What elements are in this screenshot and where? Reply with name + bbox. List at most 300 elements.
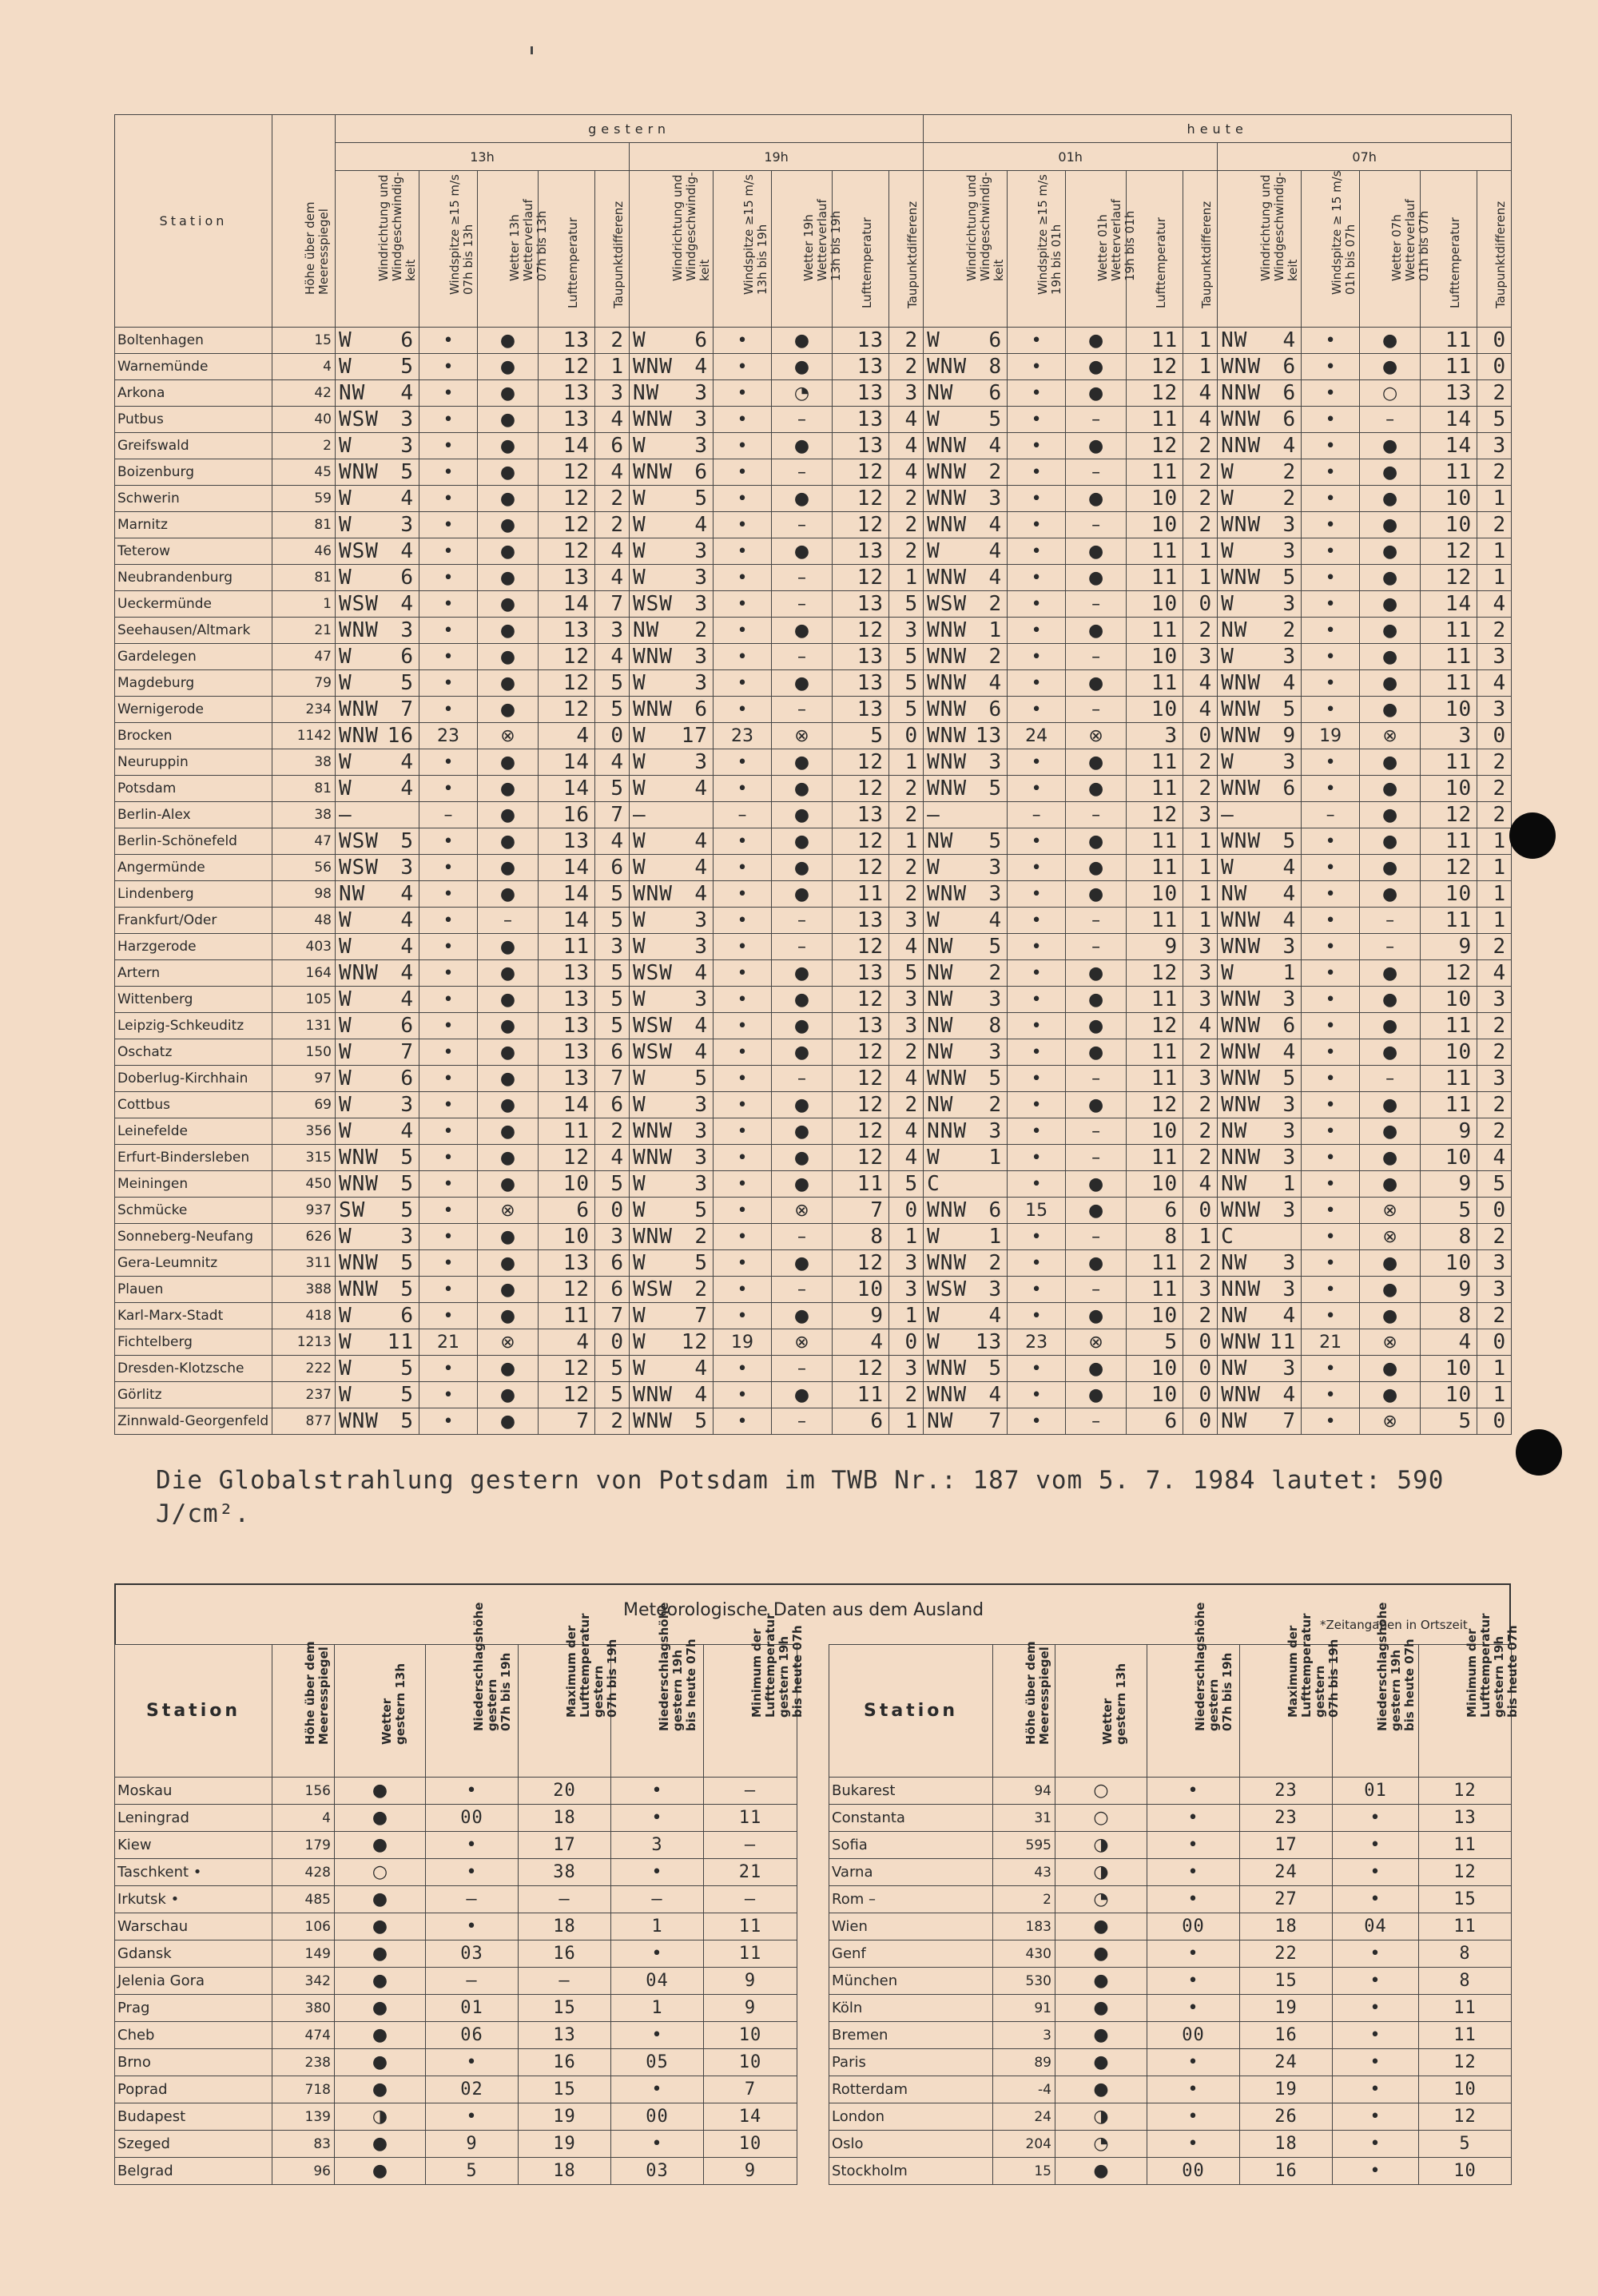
global-radiation-note: Die Globalstrahlung gestern von Potsdam im TWB Nr.: 187 vom 5. 7. 1984 lautet: 590 J/cm². — [156, 1466, 1445, 1528]
gust-cell: • — [1008, 934, 1066, 960]
weather-symbol: ● — [478, 1013, 539, 1039]
wind-cell — [924, 1277, 1008, 1303]
gust-cell: • — [1008, 591, 1066, 618]
foreign-column-header — [1419, 1613, 1520, 1778]
temperature: 14 — [1421, 591, 1477, 618]
gust-cell: • — [1302, 328, 1360, 354]
table-row — [115, 934, 1512, 960]
wind-direction: W — [927, 1146, 940, 1170]
station-altitude: 179 — [272, 1832, 335, 1859]
dewpoint-diff: 2 — [889, 1092, 924, 1118]
wind-cell — [924, 1066, 1008, 1092]
temperature: 11 — [833, 1382, 889, 1408]
min-temperature: 11 — [1419, 1913, 1512, 1940]
table-row — [115, 1408, 1512, 1435]
station-name: Putbus — [115, 407, 272, 433]
wind-speed: 2 — [988, 961, 1003, 985]
foreign-column-header — [426, 1602, 519, 1778]
weather-symbol: ● — [1360, 354, 1421, 380]
table-row — [115, 459, 1512, 486]
max-temperature: 18 — [519, 1913, 611, 1940]
station-altitude: 94 — [993, 1778, 1055, 1805]
wind-cell — [336, 1224, 419, 1250]
weather-symbol: ● — [478, 1303, 539, 1329]
dewpoint-diff: 2 — [1477, 1013, 1512, 1039]
wind-cell — [630, 1408, 714, 1435]
max-temperature: 16 — [519, 1940, 611, 1968]
dewpoint-diff: 1 — [1183, 908, 1218, 934]
weather-symbol: ⊗ — [478, 1329, 539, 1356]
wind-cell — [1218, 618, 1302, 644]
weather-symbol: ● — [1066, 987, 1127, 1013]
temperature: 10 — [1127, 486, 1183, 512]
gust-cell: • — [1008, 1356, 1066, 1382]
wind-speed: 2 — [988, 592, 1003, 616]
wind-cell — [336, 1171, 419, 1198]
wind-speed: 3 — [1282, 513, 1297, 537]
min-temperature: 10 — [704, 2049, 797, 2076]
weather-symbol: ● — [1066, 855, 1127, 881]
temperature: 12 — [1127, 802, 1183, 828]
table-row — [115, 644, 1512, 670]
station-name: Szeged — [115, 2131, 272, 2158]
wind-speed: 3 — [400, 1225, 414, 1249]
weather-symbol: ● — [1360, 459, 1421, 486]
max-temperature: 19 — [1240, 1995, 1333, 2022]
wind-cell — [1218, 1171, 1302, 1198]
precip-night: 03 — [611, 2158, 704, 2185]
wind-cell — [336, 1250, 419, 1277]
wind-speed: 3 — [694, 592, 708, 616]
temperature: 12 — [1127, 433, 1183, 459]
station-altitude: 3 — [993, 2022, 1055, 2049]
dewpoint-diff: 1 — [1477, 486, 1512, 512]
wind-speed: 8 — [988, 1014, 1003, 1038]
table-row — [829, 2158, 1512, 2185]
weather-symbol: ● — [1360, 1118, 1421, 1145]
wind-speed: 4 — [694, 355, 708, 379]
weather-symbol: ● — [772, 618, 833, 644]
temperature: 11 — [1421, 459, 1477, 486]
max-temperature: 20 — [519, 1778, 611, 1805]
wind-cell — [924, 1408, 1008, 1435]
weather-symbol: ● — [1066, 881, 1127, 908]
wind-direction: WSW — [339, 407, 379, 431]
dewpoint-diff: 0 — [889, 1198, 924, 1224]
column-header — [595, 171, 630, 328]
temperature: 6 — [1127, 1198, 1183, 1224]
min-temperature: 8 — [1419, 1940, 1512, 1968]
station-altitude: 474 — [272, 2022, 335, 2049]
gust-cell: • — [714, 565, 772, 591]
weather-symbol: ● — [1055, 1995, 1147, 2022]
wind-cell — [1218, 697, 1302, 723]
dewpoint-diff: 2 — [595, 512, 630, 538]
weather-symbol: ● — [1360, 591, 1421, 618]
wind-cell — [336, 1329, 419, 1356]
column-header — [714, 171, 772, 328]
temperature: 11 — [1127, 1277, 1183, 1303]
station-name: Boltenhagen — [115, 328, 272, 354]
temperature: 12 — [539, 354, 595, 380]
gust-cell: • — [1008, 1250, 1066, 1277]
gust-cell: • — [419, 565, 478, 591]
wind-speed: 4 — [400, 935, 414, 959]
temperature: 12 — [833, 618, 889, 644]
dewpoint-diff: 5 — [889, 960, 924, 987]
wind-speed: 3 — [1282, 1119, 1297, 1143]
wind-direction: NW — [633, 618, 660, 642]
wind-speed: 4 — [400, 1119, 414, 1143]
station-name: Cheb — [115, 2022, 272, 2049]
column-header — [924, 171, 1008, 328]
station-altitude: 83 — [272, 2131, 335, 2158]
wind-direction: NW — [339, 381, 366, 405]
weather-symbol: ● — [335, 2022, 426, 2049]
wind-speed: 6 — [400, 1014, 414, 1038]
station-altitude: 150 — [272, 1039, 336, 1066]
wind-speed: 4 — [694, 829, 708, 853]
wind-direction: NNW — [1221, 434, 1262, 458]
min-temperature: 10 — [1419, 2158, 1512, 2185]
wind-speed: 5 — [988, 407, 1003, 431]
wind-cell — [630, 618, 714, 644]
station-altitude: 15 — [272, 328, 336, 354]
column-header-text: Windspitze ≥15 m/s 13h bis 19h — [741, 174, 769, 295]
temperature: 8 — [1421, 1224, 1477, 1250]
gust-cell: • — [419, 908, 478, 934]
station-altitude: 24 — [993, 2103, 1055, 2131]
wind-direction: NNW — [1221, 381, 1262, 405]
wind-cell — [336, 749, 419, 776]
wind-speed: 4 — [400, 381, 414, 405]
wind-cell — [336, 1198, 419, 1224]
gust-cell: • — [419, 1171, 478, 1198]
wind-speed: 4 — [1282, 1383, 1297, 1407]
weather-symbol: ◑ — [1055, 2103, 1147, 2131]
gust-cell: • — [714, 1356, 772, 1382]
temperature: 12 — [1127, 960, 1183, 987]
wind-cell — [336, 802, 419, 828]
temperature: 11 — [1421, 749, 1477, 776]
foreign-column-header-text: Minimum der Lufttemperatur gestern 19h bis heute 07h — [749, 1613, 805, 1718]
gust-cell: • — [1008, 644, 1066, 670]
wind-direction: WNW — [633, 645, 673, 669]
wind-cell — [924, 776, 1008, 802]
station-altitude: 428 — [272, 1859, 335, 1886]
temperature: 13 — [539, 618, 595, 644]
weather-symbol: ● — [772, 987, 833, 1013]
station-altitude: 38 — [272, 802, 336, 828]
table-row — [115, 407, 1512, 433]
table-row — [115, 1198, 1512, 1224]
temperature: 13 — [833, 697, 889, 723]
temperature: 9 — [1421, 1277, 1477, 1303]
dewpoint-diff: 3 — [889, 618, 924, 644]
wind-cell — [924, 459, 1008, 486]
station-altitude: 15 — [993, 2158, 1055, 2185]
column-header-text: Taupunktdifferenz — [1199, 201, 1214, 308]
gust-cell: • — [419, 1039, 478, 1066]
gust-cell: • — [419, 1118, 478, 1145]
station-altitude: 2 — [993, 1886, 1055, 1913]
foreign-column-header — [272, 1641, 335, 1778]
dewpoint-diff: 4 — [595, 644, 630, 670]
station-name: Rom – — [829, 1886, 993, 1913]
column-header — [1477, 171, 1512, 328]
wind-direction: W — [1221, 592, 1234, 616]
precip-night: • — [1333, 1968, 1419, 1995]
dewpoint-diff: 3 — [1183, 802, 1218, 828]
wind-direction: WNW — [1221, 1330, 1262, 1354]
temperature: 12 — [833, 987, 889, 1013]
wind-direction: W — [1221, 460, 1234, 484]
wind-direction: W — [633, 750, 646, 774]
dewpoint-diff: 5 — [595, 1171, 630, 1198]
temperature: 11 — [1421, 328, 1477, 354]
weather-symbol: ● — [1360, 433, 1421, 459]
wind-speed: 5 — [400, 355, 414, 379]
weather-symbol: ● — [1066, 1250, 1127, 1277]
wind-direction: WNW — [927, 697, 968, 721]
wind-direction: W — [927, 856, 940, 880]
wind-direction: WNW — [1221, 355, 1262, 379]
dewpoint-diff: 3 — [889, 1356, 924, 1382]
wind-cell — [924, 1092, 1008, 1118]
station-name: Fichtelberg — [115, 1329, 272, 1356]
wind-direction: WNW — [1221, 777, 1262, 800]
dewpoint-diff: 7 — [595, 1066, 630, 1092]
dewpoint-diff: 2 — [889, 486, 924, 512]
temperature: 11 — [1127, 618, 1183, 644]
dewpoint-diff: 2 — [889, 328, 924, 354]
weather-symbol: – — [1066, 934, 1127, 960]
temperature: 11 — [1127, 1145, 1183, 1171]
dewpoint-diff: 0 — [1183, 1198, 1218, 1224]
wind-speed: 4 — [400, 487, 414, 510]
wind-cell — [1218, 1303, 1302, 1329]
wind-speed: 3 — [694, 407, 708, 431]
table-row — [115, 1995, 797, 2022]
dewpoint-diff: 3 — [1183, 644, 1218, 670]
gust-cell: • — [419, 1013, 478, 1039]
wind-cell — [336, 670, 419, 697]
dewpoint-diff: 2 — [1183, 776, 1218, 802]
wind-direction: W — [1221, 961, 1234, 985]
max-temperature: 18 — [519, 1805, 611, 1832]
weather-symbol: ● — [1360, 618, 1421, 644]
wind-direction: WNW — [927, 566, 968, 590]
wind-speed: 3 — [694, 566, 708, 590]
wind-speed: 3 — [694, 1146, 708, 1170]
temperature: 11 — [1421, 644, 1477, 670]
wind-cell — [630, 1303, 714, 1329]
wind-direction: W — [339, 487, 352, 510]
weather-symbol: ○ — [1055, 1778, 1147, 1805]
precip-night: • — [1333, 2022, 1419, 2049]
gust-cell: • — [714, 486, 772, 512]
wind-direction: W — [633, 724, 646, 748]
temperature: 10 — [1421, 881, 1477, 908]
weather-symbol: – — [1066, 591, 1127, 618]
gust-cell: • — [419, 1356, 478, 1382]
station-name: Schmücke — [115, 1198, 272, 1224]
column-header — [1302, 171, 1360, 328]
wind-speed: 1 — [1282, 1172, 1297, 1196]
weather-symbol: ● — [478, 855, 539, 881]
gust-cell: • — [1302, 512, 1360, 538]
wind-cell — [336, 855, 419, 881]
precip-day: • — [1147, 1805, 1240, 1832]
station-altitude: 2 — [272, 433, 336, 459]
wind-cell — [924, 1356, 1008, 1382]
station-altitude: 4 — [272, 354, 336, 380]
gust-cell: 15 — [1008, 1198, 1066, 1224]
wind-speed: 5 — [694, 1251, 708, 1275]
precip-night: • — [1333, 2131, 1419, 2158]
max-temperature: 15 — [519, 2076, 611, 2103]
weather-symbol: ● — [1066, 565, 1127, 591]
station-header: Station — [115, 115, 272, 328]
wind-direction: WNW — [1221, 566, 1262, 590]
dewpoint-diff: 3 — [1477, 987, 1512, 1013]
wind-cell — [630, 1145, 714, 1171]
dewpoint-diff: 1 — [1477, 855, 1512, 881]
weather-symbol: ◑ — [1055, 1859, 1147, 1886]
station-name: Neuruppin — [115, 749, 272, 776]
station-altitude: 47 — [272, 828, 336, 855]
station-name: Oschatz — [115, 1039, 272, 1066]
gust-cell: • — [1302, 1303, 1360, 1329]
table-row — [115, 618, 1512, 644]
temperature: 12 — [833, 486, 889, 512]
weather-symbol: ● — [1066, 1039, 1127, 1066]
weather-symbol: ● — [478, 749, 539, 776]
weather-symbol: ● — [478, 1092, 539, 1118]
dewpoint-diff: 6 — [595, 1277, 630, 1303]
wind-direction: W — [339, 1304, 352, 1328]
wind-direction: NW — [927, 935, 954, 959]
max-temperature: 38 — [519, 1859, 611, 1886]
table-row — [829, 1995, 1512, 2022]
gust-cell: • — [714, 1013, 772, 1039]
wind-cell — [336, 1408, 419, 1435]
weather-symbol: ● — [478, 591, 539, 618]
wind-cell — [1218, 328, 1302, 354]
dewpoint-diff: 2 — [889, 881, 924, 908]
temperature: 12 — [833, 1250, 889, 1277]
wind-speed: 5 — [400, 1383, 414, 1407]
wind-speed: 3 — [400, 407, 414, 431]
wind-speed: 3 — [988, 987, 1003, 1011]
wind-cell — [1218, 512, 1302, 538]
station-altitude: 40 — [272, 407, 336, 433]
weather-symbol: ⊗ — [772, 1198, 833, 1224]
wind-direction: NW — [1221, 1251, 1248, 1275]
wind-cell — [1218, 459, 1302, 486]
wind-speed: 3 — [988, 750, 1003, 774]
column-header-text: Windrichtung und Windgeschwindig- keit — [376, 172, 418, 281]
station-altitude: 98 — [272, 881, 336, 908]
weather-symbol: ● — [772, 960, 833, 987]
temperature: 8 — [1421, 1303, 1477, 1329]
dewpoint-diff: 2 — [889, 1039, 924, 1066]
gust-cell: – — [1008, 802, 1066, 828]
station-altitude: 91 — [993, 1995, 1055, 2022]
table-row — [115, 2022, 797, 2049]
wind-cell — [924, 670, 1008, 697]
wind-cell — [336, 1092, 419, 1118]
gust-cell: • — [1008, 459, 1066, 486]
dewpoint-diff: 5 — [889, 1171, 924, 1198]
wind-cell — [630, 987, 714, 1013]
wind-cell — [336, 1277, 419, 1303]
weather-symbol: – — [1360, 908, 1421, 934]
dewpoint-diff: 3 — [889, 987, 924, 1013]
temperature: 10 — [1127, 697, 1183, 723]
temperature: 13 — [833, 960, 889, 987]
dewpoint-diff: 5 — [1477, 407, 1512, 433]
temperature: 11 — [1127, 328, 1183, 354]
wind-speed: 4 — [988, 539, 1003, 563]
dewpoint-diff: 4 — [595, 459, 630, 486]
max-temperature: 16 — [1240, 2158, 1333, 2185]
station-name: Doberlug-Kirchhain — [115, 1066, 272, 1092]
temperature: 13 — [833, 433, 889, 459]
wind-speed: 3 — [694, 645, 708, 669]
dewpoint-diff: 3 — [1183, 1277, 1218, 1303]
wind-speed: 4 — [1282, 882, 1297, 906]
station-name: Meiningen — [115, 1171, 272, 1198]
temperature: 12 — [833, 459, 889, 486]
temperature: 7 — [833, 1198, 889, 1224]
wind-speed: 2 — [694, 618, 708, 642]
dewpoint-diff: 4 — [889, 407, 924, 433]
wind-speed: 7 — [694, 1304, 708, 1328]
station-altitude: 81 — [272, 512, 336, 538]
table-row — [115, 908, 1512, 934]
gust-cell: • — [419, 538, 478, 565]
wind-direction: W — [633, 671, 646, 695]
punch-hole — [1509, 812, 1556, 859]
wind-direction: W — [633, 1198, 646, 1222]
dewpoint-diff: 3 — [889, 908, 924, 934]
dewpoint-diff: 0 — [1183, 1408, 1218, 1435]
weather-symbol: – — [772, 459, 833, 486]
temperature: 5 — [1421, 1408, 1477, 1435]
precip-day: 00 — [426, 1805, 519, 1832]
temperature: 10 — [1421, 1145, 1477, 1171]
gust-cell: • — [1008, 960, 1066, 987]
wind-speed: 5 — [400, 1357, 414, 1380]
dewpoint-diff: 7 — [595, 591, 630, 618]
dewpoint-diff: 1 — [1183, 1224, 1218, 1250]
temperature: 10 — [1127, 1118, 1183, 1145]
weather-symbol: ● — [335, 1832, 426, 1859]
dewpoint-diff: 3 — [1477, 644, 1512, 670]
wind-direction: W — [633, 1172, 646, 1196]
wind-cell — [1218, 1066, 1302, 1092]
weather-symbol: ● — [1360, 828, 1421, 855]
dewpoint-diff: 2 — [1477, 1303, 1512, 1329]
column-header — [772, 171, 843, 328]
temperature: 11 — [539, 934, 595, 960]
station-name: Oslo — [829, 2131, 993, 2158]
gust-cell: • — [419, 512, 478, 538]
wind-cell — [924, 1303, 1008, 1329]
dewpoint-diff: 5 — [595, 908, 630, 934]
dewpoint-diff: 3 — [1477, 1250, 1512, 1277]
